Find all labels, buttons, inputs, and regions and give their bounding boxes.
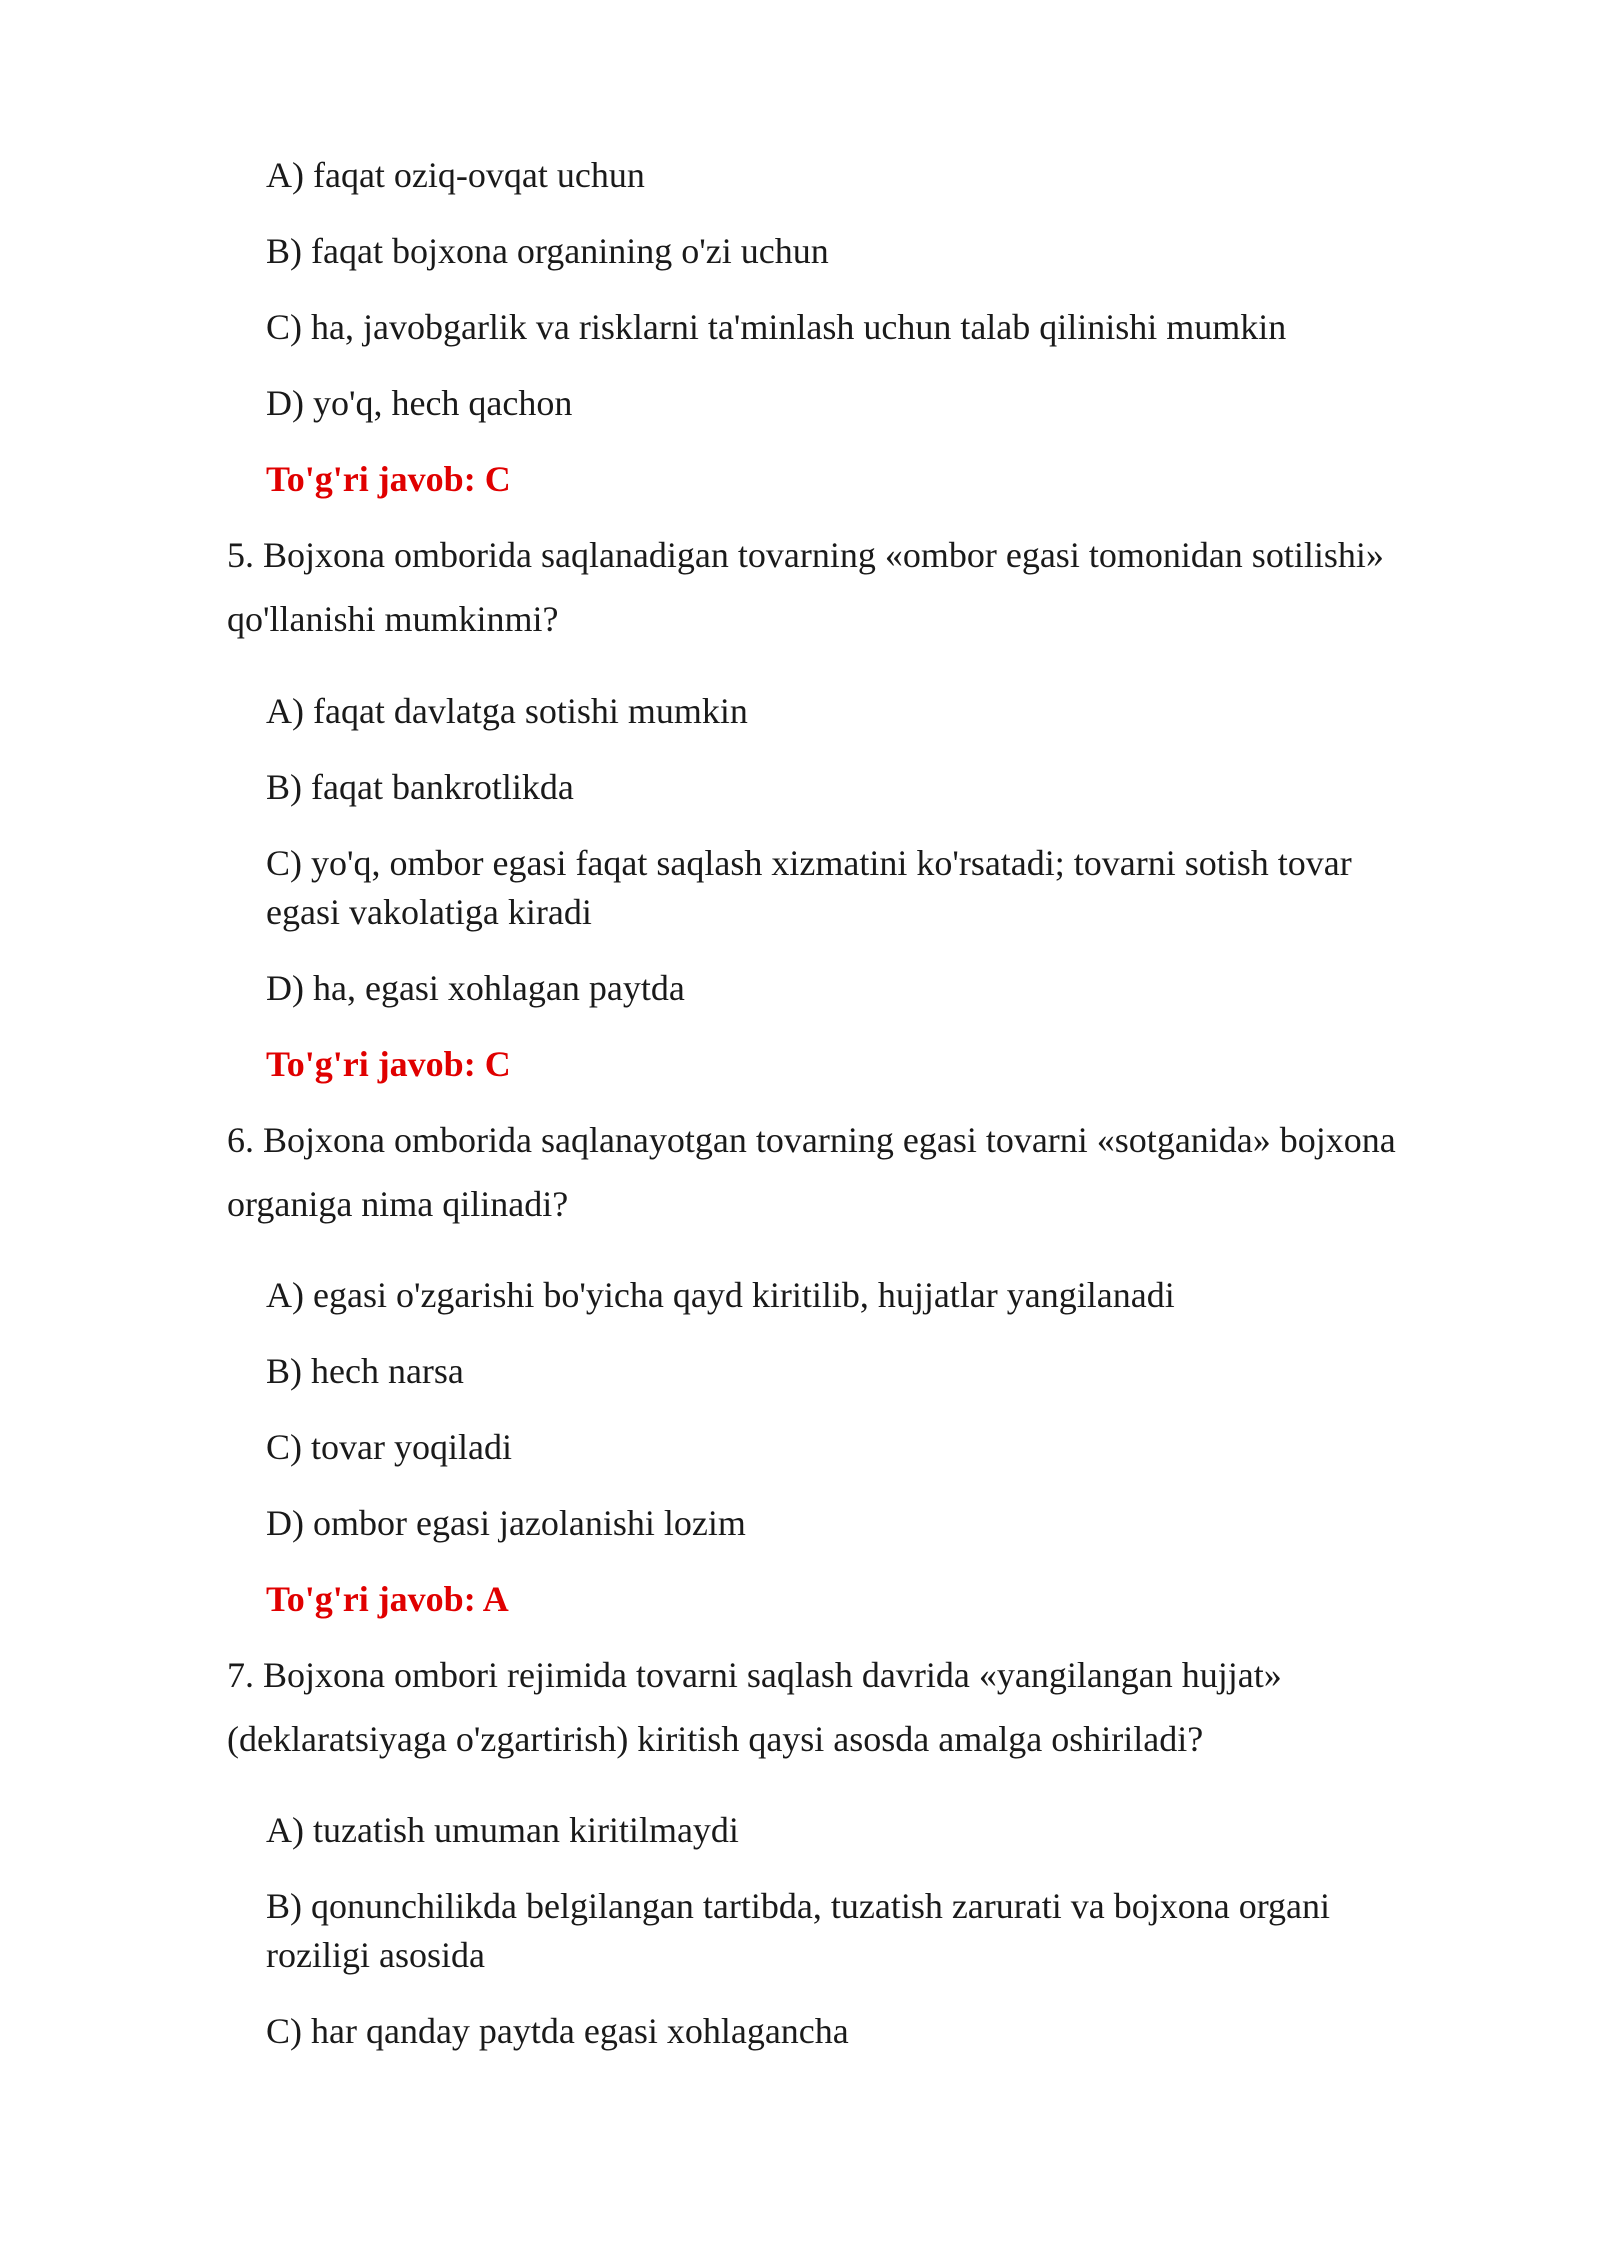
q6-correct-answer: To'g'ri javob: A bbox=[266, 1579, 509, 1619]
q5-option-c: C) yo'q, ombor egasi faqat saqlash xizmatini ko'rsatadi; tovarni sotish tovar bbox=[266, 843, 1352, 883]
q6-option-d: D) ombor egasi jazolanishi lozim bbox=[266, 1503, 746, 1543]
q5-question-line-2: qo'llanishi mumkinmi? bbox=[227, 599, 559, 639]
q4-option-a: A) faqat oziq-ovqat uchun bbox=[266, 155, 645, 195]
q4-option-c: C) ha, javobgarlik va risklarni ta'minlash uchun talab qilinishi mumkin bbox=[266, 307, 1287, 347]
q7-option-b-continued: roziligi asosida bbox=[266, 1935, 485, 1975]
q7-option-b: B) qonunchilikda belgilangan tartibda, tuzatish zarurati va bojxona organi bbox=[266, 1886, 1331, 1926]
q7-option-a: A) tuzatish umuman kiritilmaydi bbox=[266, 1810, 739, 1850]
q5-option-a: A) faqat davlatga sotishi mumkin bbox=[266, 691, 748, 731]
q5-option-c-continued: egasi vakolatiga kiradi bbox=[266, 892, 592, 932]
q7-option-c: C) har qanday paytda egasi xohlagancha bbox=[266, 2011, 849, 2051]
q6-option-c: C) tovar yoqiladi bbox=[266, 1427, 512, 1467]
q6-option-b: B) hech narsa bbox=[266, 1351, 464, 1391]
q6-question-line-1: 6. Bojxona omborida saqlanayotgan tovarning egasi tovarni «sotganida» bojxona bbox=[227, 1120, 1396, 1160]
q6-question-line-2: organiga nima qilinadi? bbox=[227, 1184, 569, 1224]
q5-question-line-1: 5. Bojxona omborida saqlanadigan tovarning «ombor egasi tomonidan sotilishi» bbox=[227, 535, 1384, 575]
q7-question-line-2: (deklaratsiyaga o'zgartirish) kiritish qaysi asosda amalga oshiriladi? bbox=[227, 1719, 1204, 1759]
q4-correct-answer: To'g'ri javob: C bbox=[266, 459, 511, 499]
q6-option-a: A) egasi o'zgarishi bo'yicha qayd kiritilib, hujjatlar yangilanadi bbox=[266, 1275, 1175, 1315]
q5-option-d: D) ha, egasi xohlagan paytda bbox=[266, 968, 685, 1008]
q4-option-b: B) faqat bojxona organining o'zi uchun bbox=[266, 231, 829, 271]
q4-option-d: D) yo'q, hech qachon bbox=[266, 383, 573, 423]
q7-question-line-1: 7. Bojxona ombori rejimida tovarni saqlash davrida «yangilangan hujjat» bbox=[227, 1655, 1282, 1695]
q5-correct-answer: To'g'ri javob: C bbox=[266, 1044, 511, 1084]
q5-option-b: B) faqat bankrotlikda bbox=[266, 767, 574, 807]
